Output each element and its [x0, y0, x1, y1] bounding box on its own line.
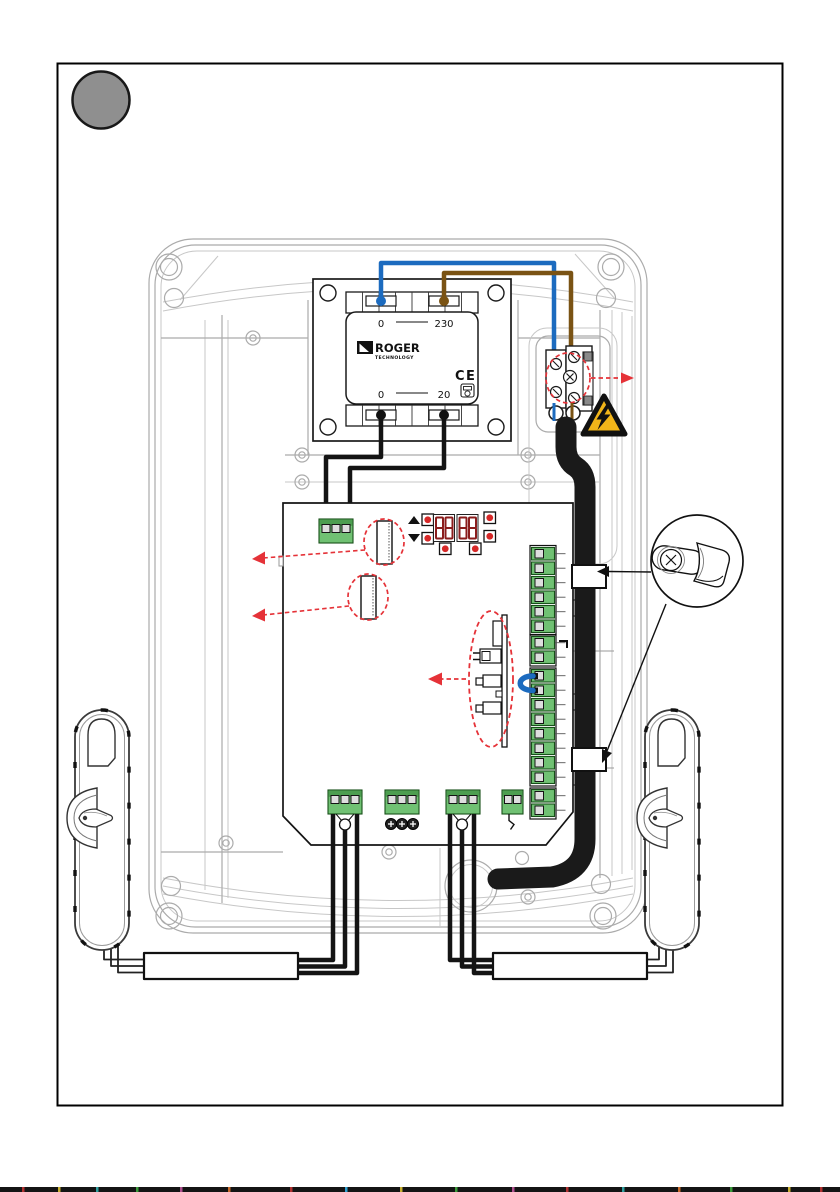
function-button-3: [440, 543, 452, 555]
gate-actuator-right: [637, 710, 699, 950]
clamp-screw-icon: [658, 547, 685, 574]
center-screw-icon: [564, 371, 577, 384]
secondary-label-right: 20: [437, 390, 451, 401]
fuse2-pointer-arrow-icon: [252, 609, 265, 622]
secondary-label-left: 0: [377, 390, 385, 401]
up-button: [422, 514, 434, 526]
svg-text:TECHNOLOGY: TECHNOLOGY: [375, 356, 414, 361]
mains-fuse-terminal: [546, 346, 634, 421]
svg-text:ROGER: ROGER: [375, 341, 420, 355]
cable-clamp-1: [572, 565, 606, 588]
seven-segment-digit: [460, 518, 467, 539]
step-indicator: [73, 72, 130, 129]
junction-box-right: [493, 953, 647, 979]
seven-segment-digit: [469, 518, 476, 539]
power-input-terminal: [319, 519, 353, 543]
gate-actuator-left: [67, 710, 129, 950]
motor2-terminal-block: [446, 790, 480, 814]
control-board: [252, 503, 614, 845]
seven-segment-digit: [436, 518, 443, 539]
primary-label-right: 230: [434, 319, 454, 330]
function-button-2: [484, 531, 496, 543]
seven-segment-digit: [446, 518, 453, 539]
print-calibration-strip: [0, 1187, 840, 1192]
transformer-safety-icon: [461, 384, 474, 397]
cable-clamp-2: [572, 748, 606, 771]
earth-terminal-block: [385, 790, 419, 814]
junction-box-left: [144, 953, 298, 979]
down-button: [422, 533, 434, 545]
secondary-terminal-strip: [346, 405, 478, 426]
function-button-4: [470, 543, 482, 555]
transformer: [313, 279, 511, 441]
primary-terminal-strip: [346, 292, 478, 313]
fuse1-pointer-arrow-icon: [252, 552, 265, 565]
earth-screw-icon: [408, 819, 419, 830]
primary-label-left: 0: [377, 319, 385, 330]
ce-mark: CE: [455, 369, 477, 384]
cable-knockout-hole: [445, 860, 497, 912]
motor1-terminal-block: [328, 790, 362, 814]
aux-terminal-block: [502, 790, 523, 814]
earth-screw-icon: [386, 819, 397, 830]
function-button-1: [484, 512, 496, 524]
earth-screw-icon: [397, 819, 408, 830]
